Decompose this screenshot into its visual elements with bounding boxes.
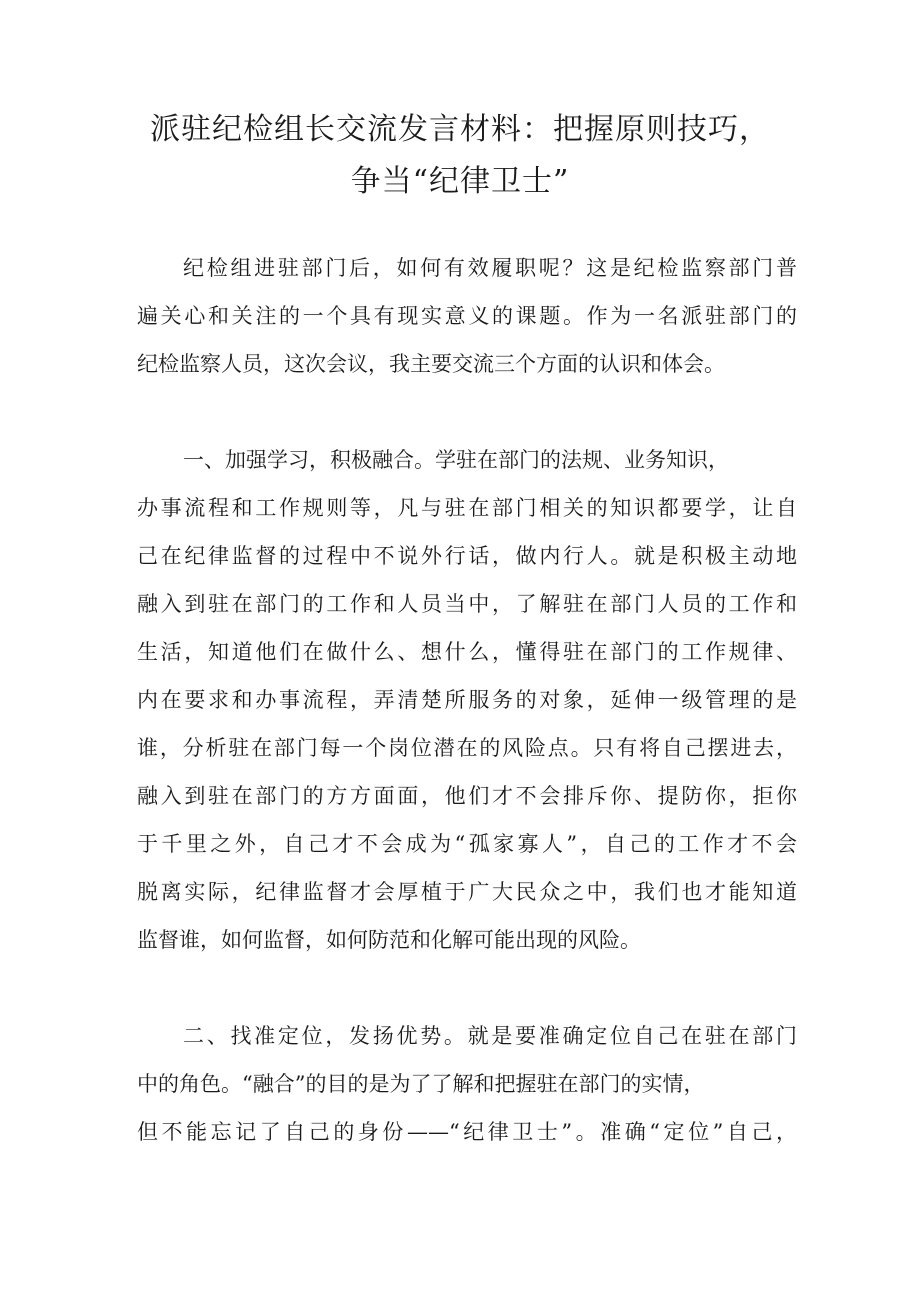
paragraph-line: 一、加强学习，积极融合。学驻在部门的法规、业务知识，: [183, 448, 729, 472]
paragraph-line: 二、找准定位，发扬优势。就是要准确定位自己在驻在部门: [183, 1024, 797, 1048]
paragraph-line: 纪检组进驻部门后，如何有效履职呢？这是纪检监察部门普: [183, 256, 797, 280]
paragraph-line: 中的角色。“融合”的目的是为了了解和把握驻在部门的实情，: [137, 1072, 705, 1096]
paragraph-line: 脱离实际，纪律监督才会厚植于广大民众之中，我们也才能知道: [137, 880, 797, 904]
paragraph-section-2: [137, 1012, 797, 1156]
paragraph-line: 遍关心和关注的一个具有现实意义的课题。作为一名派驻部门的: [137, 304, 797, 328]
paragraph-line: 融入到驻在部门的方方面面，他们才不会排斥你、提防你，拒你: [137, 784, 797, 808]
paragraph-line: 谁，分析驻在部门每一个岗位潜在的风险点。只有将自己摆进去，: [137, 736, 797, 760]
paragraph-line: 己在纪律监督的过程中不说外行话，做内行人。就是积极主动地: [137, 544, 797, 568]
document-title-line-1: 派驻纪检组长交流发言材料：把握原则技巧，: [150, 112, 770, 147]
paragraph-line: 但不能忘记了自己的身份——“纪律卫士”。准确“定位”自己，: [137, 1120, 797, 1144]
paragraph-line: 于千里之外，自己才不会成为“孤家寡人”，自己的工作才不会: [137, 832, 797, 856]
paragraph-intro: [137, 244, 797, 388]
paragraph-line: 办事流程和工作规则等，凡与驻在部门相关的知识都要学，让自: [137, 496, 797, 520]
paragraph-line: 纪检监察人员，这次会议，我主要交流三个方面的认识和体会。: [137, 352, 725, 376]
paragraph-section-1: [137, 436, 797, 964]
paragraph-line: 生活，知道他们在做什么、想什么，懂得驻在部门的工作规律、: [137, 640, 797, 664]
document-title-line-2: 争当“纪律卫士”: [350, 164, 570, 199]
paragraph-line: 监督谁，如何监督，如何防范和化解可能出现的风险。: [137, 928, 641, 952]
paragraph-line: 内在要求和办事流程，弄清楚所服务的对象，延伸一级管理的是: [137, 688, 797, 712]
paragraph-line: 融入到驻在部门的工作和人员当中，了解驻在部门人员的工作和: [137, 592, 797, 616]
